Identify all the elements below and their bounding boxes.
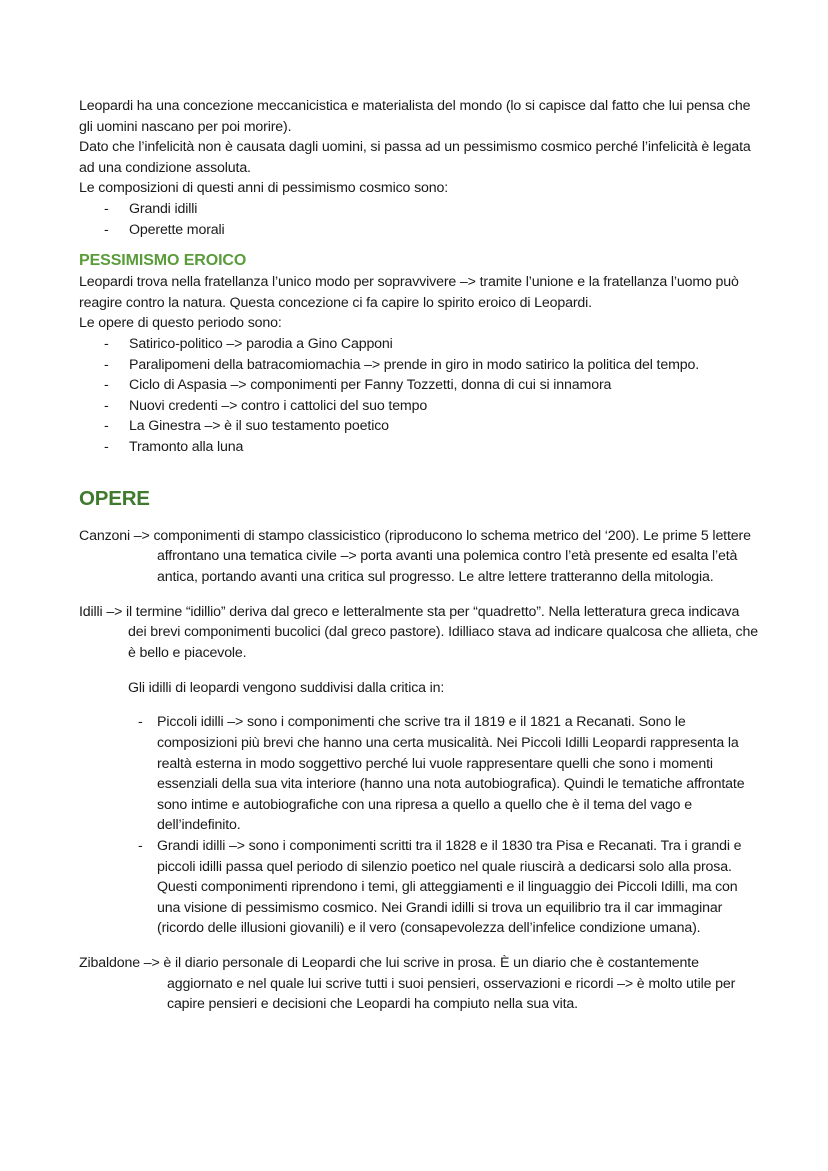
list-item: - Paralipomeni della batracomiomachia –> prende in giro in modo satirico la politica del tempo.	[79, 355, 759, 376]
list-item-grandi-idilli: - Grandi idilli –> sono i componimenti scritti tra il 1828 e il 1830 tra Pisa e Recanati. Tra i grandi e piccoli idilli passa quel periodo di silenzio poetico nel quale riuscirà a dedicarsi solo alla prosa. Questi componimenti riprendono i temi, gli atteggiamenti e il linguaggio dei Piccoli Idilli, ma con una visione di pessimismo cosmico. Nei Grandi idilli si trova un equilibrio tra il car immaginar (ricordo delle illusioni giovanili) e il vero (consapevolezza dell’infelice condizione umana).	[157, 836, 759, 939]
list-item: - Tramonto alla luna	[79, 437, 759, 458]
pessimismo-list	[79, 334, 759, 458]
intro-list	[79, 199, 759, 240]
entry-canzoni: Canzoni –> componimenti di stampo classicistico (riproducono lo schema metrico del ‘200). Le prime 5 lettere affrontano una tematica civile –> porta avanti una polemica contro l’età presente ed esalta l’età antica, portando avanti una critica sul progresso. Le altre lettere tratteranno della mitologia.	[79, 527, 751, 585]
section-heading-opere: OPERE	[79, 486, 150, 510]
idilli-subtitle: Gli idilli di leopardi vengono suddivisi dalla critica in:	[128, 679, 445, 696]
list-item: - Grandi idilli	[79, 199, 759, 220]
list-item: - La Ginestra –> è il suo testamento poetico	[79, 416, 759, 437]
list-item: - Operette morali	[79, 220, 759, 241]
list-item: - Satirico-politico –> parodia a Gino Capponi	[79, 334, 759, 355]
document-page	[79, 96, 759, 1029]
idilli-list	[79, 712, 759, 939]
section-heading-pessimismo-eroico: PESSIMISMO EROICO	[79, 252, 247, 270]
pessimismo-paragraph-2: Le opere di questo periodo sono:	[79, 315, 282, 332]
list-item-piccoli-idilli: - Piccoli idilli –> sono i componimenti che scrive tra il 1819 e il 1821 a Recanati. Sono le composizioni più brevi che hanno una certa musicalità. Nei Piccoli Idilli Leopardi rappresenta la realtà esterna in modo soggettivo perché lui vuole rappresentare quelli che sono i momenti essenziali della sua vita interiore (hanno una nota autobiografica). Quindi le tematiche affrontate sono intime e autobiografiche con una ripresa a quello a quello che è il tema del vago e dell’indefinito.	[157, 712, 759, 836]
entry-zibaldone: Zibaldone –> è il diario personale di Leopardi che lui scrive in prosa. È un diario che è costantemente aggiornato e nel quale lui scrive tutti i suoi pensieri, osservazioni e ricordi –> è molto utile per capire pensieri e decisioni che Leopardi ha compiuto nella sua vita.	[79, 955, 736, 1013]
intro-paragraph-2: Dato che l’infelicità non è causata dagli uomini, si passa ad un pessimismo cosmico perché l’infelicità è legata ad una condizione assoluta.	[79, 139, 751, 176]
entry-idilli: Idilli –> il termine “idillio” deriva dal greco e letteralmente sta per “quadretto”. Nella letteratura greca indicava dei brevi componimenti bucolici (dal greco pastore). Idilliaco stava ad indicare qualcosa che allieta, che è bello e piacevole.	[79, 603, 758, 661]
intro-paragraph-1: Leopardi ha una concezione meccanicistica e materialista del mondo (lo si capisce dal fatto che lui pensa che gli uomini nascano per poi morire).	[79, 98, 751, 135]
pessimismo-paragraph-1: Leopardi trova nella fratellanza l’unico modo per sopravvivere –> tramite l’unione e la fratellanza l’uomo può reagire contro la natura. Questa concezione ci fa capire lo spirito eroico di Leopardi.	[79, 274, 739, 311]
intro-paragraph-3: Le composizioni di questi anni di pessimismo cosmico sono:	[79, 180, 449, 197]
list-item: - Ciclo di Aspasia –> componimenti per Fanny Tozzetti, donna di cui si innamora	[79, 375, 759, 396]
list-item: - Nuovi credenti –> contro i cattolici del suo tempo	[79, 396, 759, 417]
